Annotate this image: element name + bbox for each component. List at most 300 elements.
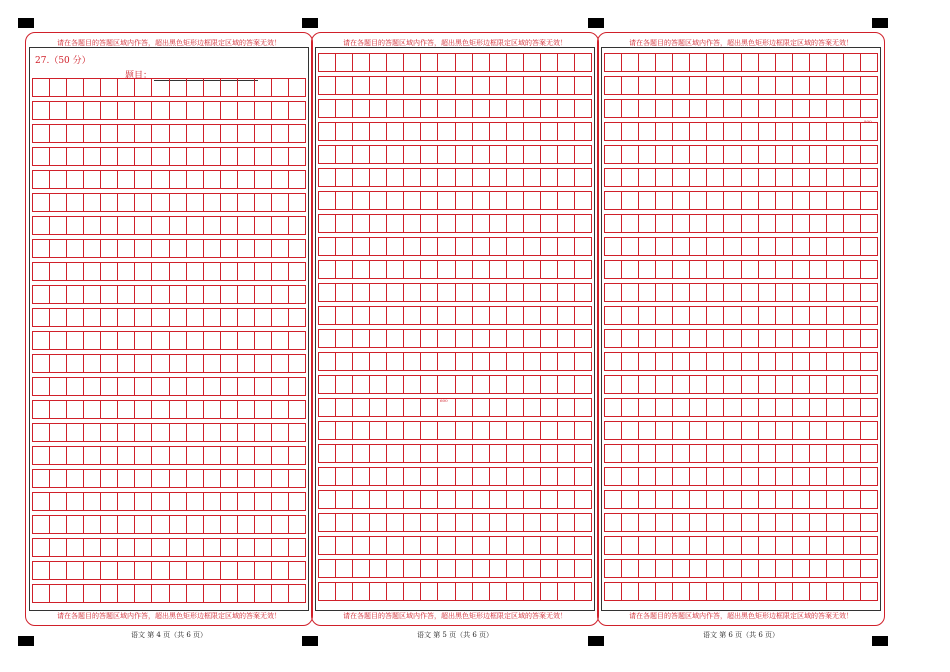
grid-cell[interactable] — [187, 470, 204, 487]
grid-cell[interactable] — [604, 353, 622, 370]
grid-cell[interactable] — [421, 399, 438, 416]
grid-cell[interactable] — [221, 148, 238, 165]
grid-cell[interactable] — [32, 194, 50, 211]
grid-cell[interactable] — [421, 514, 438, 531]
grid-cell[interactable] — [118, 585, 135, 602]
grid-cell[interactable] — [827, 560, 844, 577]
grid-cell[interactable] — [473, 330, 490, 347]
grid-cell[interactable] — [622, 169, 639, 186]
grid-cell[interactable] — [639, 583, 656, 600]
grid-cell[interactable] — [776, 123, 793, 140]
grid-cell[interactable] — [861, 77, 878, 94]
grid-cell[interactable] — [604, 146, 622, 163]
grid-cell[interactable] — [204, 240, 221, 257]
grid-cell[interactable] — [861, 100, 878, 117]
grid-cell[interactable] — [238, 171, 255, 188]
grid-cell[interactable] — [490, 54, 507, 71]
grid-cell[interactable] — [370, 330, 387, 347]
grid-cell[interactable] — [690, 123, 707, 140]
grid-cell[interactable] — [255, 309, 272, 326]
grid-cell[interactable] — [272, 148, 289, 165]
grid-cell[interactable] — [827, 583, 844, 600]
grid-cell[interactable] — [673, 100, 690, 117]
grid-cell[interactable] — [187, 516, 204, 533]
grid-cell[interactable] — [861, 192, 878, 209]
grid-cell[interactable] — [84, 286, 101, 303]
grid-cell[interactable] — [810, 284, 827, 301]
grid-cell[interactable] — [558, 192, 575, 209]
grid-cell[interactable] — [861, 491, 878, 508]
grid-cell[interactable] — [639, 560, 656, 577]
grid-cell[interactable] — [490, 77, 507, 94]
grid-cell[interactable] — [604, 169, 622, 186]
grid-cell[interactable] — [32, 516, 50, 533]
grid-cell[interactable] — [67, 332, 84, 349]
grid-cell[interactable] — [32, 585, 50, 602]
grid-cell[interactable] — [622, 491, 639, 508]
grid-cell[interactable] — [84, 470, 101, 487]
grid-cell[interactable] — [456, 192, 473, 209]
grid-cell[interactable] — [421, 77, 438, 94]
grid-cell[interactable] — [827, 146, 844, 163]
grid-cell[interactable] — [507, 215, 524, 232]
grid-cell[interactable] — [507, 514, 524, 531]
grid-cell[interactable] — [421, 353, 438, 370]
grid-cell[interactable] — [673, 77, 690, 94]
grid-cell[interactable] — [827, 261, 844, 278]
grid-cell[interactable] — [187, 493, 204, 510]
grid-cell[interactable] — [32, 240, 50, 257]
grid-cell[interactable] — [473, 422, 490, 439]
grid-cell[interactable] — [844, 192, 861, 209]
grid-cell[interactable] — [776, 284, 793, 301]
grid-cell[interactable] — [707, 330, 724, 347]
grid-cell[interactable] — [456, 169, 473, 186]
grid-cell[interactable] — [558, 307, 575, 324]
grid-cell[interactable] — [238, 562, 255, 579]
grid-cell[interactable] — [318, 330, 336, 347]
grid-cell[interactable] — [604, 514, 622, 531]
grid-cell[interactable] — [221, 125, 238, 142]
grid-cell[interactable] — [707, 123, 724, 140]
grid-cell[interactable] — [844, 330, 861, 347]
grid-cell[interactable] — [507, 468, 524, 485]
grid-cell[interactable] — [370, 146, 387, 163]
grid-cell[interactable] — [187, 171, 204, 188]
grid-cell[interactable] — [793, 307, 810, 324]
grid-cell[interactable] — [170, 355, 187, 372]
grid-cell[interactable] — [776, 77, 793, 94]
grid-cell[interactable] — [827, 445, 844, 462]
grid-cell[interactable] — [810, 261, 827, 278]
grid-cell[interactable] — [187, 286, 204, 303]
grid-cell[interactable] — [742, 77, 759, 94]
grid-cell[interactable] — [421, 54, 438, 71]
grid-cell[interactable] — [101, 401, 118, 418]
grid-cell[interactable] — [50, 125, 67, 142]
grid-cell[interactable] — [604, 422, 622, 439]
grid-cell[interactable] — [353, 468, 370, 485]
grid-cell[interactable] — [639, 123, 656, 140]
grid-cell[interactable] — [67, 240, 84, 257]
grid-cell[interactable] — [622, 353, 639, 370]
grid-cell[interactable] — [353, 54, 370, 71]
grid-cell[interactable] — [84, 424, 101, 441]
grid-cell[interactable] — [541, 284, 558, 301]
grid-cell[interactable] — [353, 353, 370, 370]
grid-cell[interactable] — [656, 537, 673, 554]
grid-cell[interactable] — [524, 307, 541, 324]
grid-cell[interactable] — [473, 583, 490, 600]
grid-cell[interactable] — [32, 148, 50, 165]
grid-cell[interactable] — [32, 309, 50, 326]
grid-cell[interactable] — [575, 54, 592, 71]
grid-cell[interactable] — [255, 493, 272, 510]
grid-cell[interactable] — [622, 77, 639, 94]
grid-cell[interactable] — [524, 54, 541, 71]
grid-cell[interactable] — [810, 100, 827, 117]
grid-cell[interactable] — [101, 263, 118, 280]
grid-cell[interactable] — [558, 376, 575, 393]
grid-cell[interactable] — [673, 261, 690, 278]
grid-cell[interactable] — [187, 79, 204, 96]
grid-cell[interactable] — [656, 169, 673, 186]
grid-cell[interactable] — [353, 238, 370, 255]
grid-cell[interactable] — [387, 491, 404, 508]
grid-cell[interactable] — [742, 307, 759, 324]
grid-cell[interactable] — [50, 447, 67, 464]
grid-cell[interactable] — [490, 284, 507, 301]
grid-cell[interactable] — [187, 585, 204, 602]
grid-cell[interactable] — [152, 424, 169, 441]
grid-cell[interactable] — [759, 192, 776, 209]
grid-cell[interactable] — [724, 376, 741, 393]
grid-cell[interactable] — [776, 192, 793, 209]
grid-cell[interactable] — [844, 77, 861, 94]
grid-cell[interactable] — [558, 514, 575, 531]
grid-cell[interactable] — [656, 100, 673, 117]
grid-cell[interactable] — [524, 215, 541, 232]
grid-cell[interactable] — [490, 537, 507, 554]
grid-cell[interactable] — [170, 217, 187, 234]
grid-cell[interactable] — [575, 261, 592, 278]
grid-cell[interactable] — [50, 286, 67, 303]
grid-cell[interactable] — [438, 468, 455, 485]
grid-cell[interactable] — [404, 399, 421, 416]
grid-cell[interactable] — [101, 424, 118, 441]
grid-cell[interactable] — [289, 194, 306, 211]
grid-cell[interactable] — [204, 401, 221, 418]
grid-cell[interactable] — [541, 54, 558, 71]
grid-cell[interactable] — [507, 169, 524, 186]
grid-cell[interactable] — [810, 238, 827, 255]
grid-cell[interactable] — [690, 491, 707, 508]
grid-cell[interactable] — [844, 215, 861, 232]
grid-cell[interactable] — [575, 491, 592, 508]
grid-cell[interactable] — [272, 378, 289, 395]
grid-cell[interactable] — [673, 445, 690, 462]
grid-cell[interactable] — [473, 261, 490, 278]
grid-cell[interactable] — [101, 171, 118, 188]
grid-cell[interactable] — [221, 493, 238, 510]
grid-cell[interactable] — [404, 192, 421, 209]
grid-cell[interactable] — [690, 468, 707, 485]
grid-cell[interactable] — [204, 332, 221, 349]
grid-cell[interactable] — [844, 353, 861, 370]
grid-cell[interactable] — [656, 330, 673, 347]
grid-cell[interactable] — [255, 217, 272, 234]
grid-cell[interactable] — [673, 560, 690, 577]
grid-cell[interactable] — [541, 491, 558, 508]
grid-cell[interactable] — [558, 261, 575, 278]
grid-cell[interactable] — [421, 261, 438, 278]
grid-cell[interactable] — [318, 353, 336, 370]
grid-cell[interactable] — [101, 125, 118, 142]
grid-cell[interactable] — [827, 491, 844, 508]
grid-cell[interactable] — [810, 192, 827, 209]
grid-cell[interactable] — [272, 424, 289, 441]
grid-cell[interactable] — [604, 100, 622, 117]
grid-cell[interactable] — [724, 399, 741, 416]
grid-cell[interactable] — [421, 100, 438, 117]
grid-cell[interactable] — [456, 560, 473, 577]
grid-cell[interactable] — [370, 537, 387, 554]
grid-cell[interactable] — [656, 238, 673, 255]
grid-cell[interactable] — [404, 583, 421, 600]
grid-cell[interactable] — [690, 376, 707, 393]
grid-cell[interactable] — [776, 514, 793, 531]
grid-cell[interactable] — [541, 307, 558, 324]
grid-cell[interactable] — [558, 77, 575, 94]
grid-cell[interactable] — [575, 353, 592, 370]
grid-cell[interactable] — [724, 77, 741, 94]
grid-cell[interactable] — [238, 401, 255, 418]
grid-cell[interactable] — [32, 447, 50, 464]
grid-cell[interactable] — [673, 169, 690, 186]
grid-cell[interactable] — [742, 445, 759, 462]
grid-cell[interactable] — [336, 376, 353, 393]
grid-cell[interactable] — [656, 468, 673, 485]
grid-cell[interactable] — [152, 102, 169, 119]
grid-cell[interactable] — [438, 146, 455, 163]
grid-cell[interactable] — [67, 470, 84, 487]
grid-cell[interactable] — [50, 378, 67, 395]
grid-cell[interactable] — [690, 422, 707, 439]
grid-cell[interactable] — [118, 240, 135, 257]
grid-cell[interactable] — [456, 284, 473, 301]
grid-cell[interactable] — [810, 514, 827, 531]
grid-cell[interactable] — [507, 376, 524, 393]
composition-grid[interactable] — [604, 53, 878, 605]
grid-cell[interactable] — [690, 537, 707, 554]
grid-cell[interactable] — [524, 445, 541, 462]
grid-cell[interactable] — [541, 192, 558, 209]
grid-cell[interactable] — [152, 332, 169, 349]
grid-cell[interactable] — [318, 307, 336, 324]
grid-cell[interactable] — [118, 125, 135, 142]
grid-cell[interactable] — [187, 148, 204, 165]
grid-cell[interactable] — [387, 560, 404, 577]
grid-cell[interactable] — [387, 307, 404, 324]
grid-cell[interactable] — [473, 353, 490, 370]
grid-cell[interactable] — [170, 493, 187, 510]
grid-cell[interactable] — [336, 169, 353, 186]
grid-cell[interactable] — [673, 468, 690, 485]
grid-cell[interactable] — [793, 169, 810, 186]
grid-cell[interactable] — [541, 399, 558, 416]
grid-cell[interactable] — [387, 123, 404, 140]
grid-cell[interactable] — [673, 123, 690, 140]
grid-cell[interactable] — [289, 125, 306, 142]
grid-cell[interactable] — [152, 516, 169, 533]
grid-cell[interactable] — [318, 54, 336, 71]
grid-cell[interactable] — [558, 284, 575, 301]
grid-cell[interactable] — [387, 238, 404, 255]
grid-cell[interactable] — [387, 399, 404, 416]
grid-cell[interactable] — [776, 353, 793, 370]
grid-cell[interactable] — [793, 445, 810, 462]
grid-cell[interactable] — [353, 169, 370, 186]
grid-cell[interactable] — [558, 330, 575, 347]
grid-cell[interactable] — [118, 171, 135, 188]
grid-cell[interactable] — [318, 399, 336, 416]
grid-cell[interactable] — [724, 284, 741, 301]
grid-cell[interactable] — [776, 399, 793, 416]
grid-cell[interactable] — [255, 470, 272, 487]
grid-cell[interactable] — [793, 54, 810, 71]
grid-cell[interactable] — [404, 537, 421, 554]
grid-cell[interactable] — [421, 537, 438, 554]
grid-cell[interactable] — [575, 537, 592, 554]
grid-cell[interactable] — [622, 192, 639, 209]
grid-cell[interactable] — [221, 447, 238, 464]
grid-cell[interactable] — [810, 54, 827, 71]
grid-cell[interactable] — [152, 125, 169, 142]
grid-cell[interactable] — [490, 100, 507, 117]
grid-cell[interactable] — [255, 516, 272, 533]
grid-cell[interactable] — [238, 125, 255, 142]
grid-cell[interactable] — [541, 215, 558, 232]
grid-cell[interactable] — [541, 537, 558, 554]
grid-cell[interactable] — [438, 330, 455, 347]
grid-cell[interactable] — [724, 307, 741, 324]
grid-cell[interactable] — [507, 307, 524, 324]
grid-cell[interactable] — [67, 447, 84, 464]
grid-cell[interactable] — [759, 261, 776, 278]
grid-cell[interactable] — [810, 491, 827, 508]
grid-cell[interactable] — [507, 77, 524, 94]
grid-cell[interactable] — [404, 445, 421, 462]
grid-cell[interactable] — [827, 514, 844, 531]
grid-cell[interactable] — [656, 146, 673, 163]
grid-cell[interactable] — [844, 445, 861, 462]
grid-cell[interactable] — [272, 286, 289, 303]
grid-cell[interactable] — [656, 307, 673, 324]
grid-cell[interactable] — [861, 353, 878, 370]
grid-cell[interactable] — [238, 79, 255, 96]
grid-cell[interactable] — [170, 585, 187, 602]
grid-cell[interactable] — [50, 148, 67, 165]
grid-cell[interactable] — [776, 146, 793, 163]
grid-cell[interactable] — [387, 169, 404, 186]
grid-cell[interactable] — [776, 491, 793, 508]
grid-cell[interactable] — [387, 537, 404, 554]
grid-cell[interactable] — [152, 447, 169, 464]
grid-cell[interactable] — [844, 560, 861, 577]
grid-cell[interactable] — [370, 422, 387, 439]
grid-cell[interactable] — [861, 238, 878, 255]
grid-cell[interactable] — [827, 169, 844, 186]
grid-cell[interactable] — [810, 123, 827, 140]
grid-cell[interactable] — [84, 171, 101, 188]
grid-cell[interactable] — [490, 560, 507, 577]
grid-cell[interactable] — [622, 146, 639, 163]
grid-cell[interactable] — [289, 562, 306, 579]
grid-cell[interactable] — [50, 516, 67, 533]
grid-cell[interactable] — [724, 560, 741, 577]
grid-cell[interactable] — [353, 146, 370, 163]
grid-cell[interactable] — [673, 284, 690, 301]
grid-cell[interactable] — [387, 514, 404, 531]
grid-cell[interactable] — [387, 192, 404, 209]
grid-cell[interactable] — [32, 470, 50, 487]
grid-cell[interactable] — [724, 583, 741, 600]
grid-cell[interactable] — [622, 215, 639, 232]
grid-cell[interactable] — [118, 194, 135, 211]
grid-cell[interactable] — [844, 537, 861, 554]
grid-cell[interactable] — [707, 215, 724, 232]
grid-cell[interactable] — [707, 146, 724, 163]
grid-cell[interactable] — [289, 286, 306, 303]
grid-cell[interactable] — [656, 514, 673, 531]
grid-cell[interactable] — [861, 54, 878, 71]
grid-cell[interactable] — [438, 284, 455, 301]
grid-cell[interactable] — [221, 194, 238, 211]
grid-cell[interactable] — [118, 378, 135, 395]
grid-cell[interactable] — [370, 376, 387, 393]
grid-cell[interactable] — [135, 447, 152, 464]
grid-cell[interactable] — [724, 169, 741, 186]
grid-cell[interactable] — [318, 123, 336, 140]
grid-cell[interactable] — [318, 514, 336, 531]
grid-cell[interactable] — [690, 54, 707, 71]
grid-cell[interactable] — [656, 376, 673, 393]
grid-cell[interactable] — [673, 399, 690, 416]
grid-cell[interactable] — [84, 263, 101, 280]
grid-cell[interactable] — [541, 169, 558, 186]
grid-cell[interactable] — [404, 169, 421, 186]
grid-cell[interactable] — [639, 215, 656, 232]
grid-cell[interactable] — [118, 401, 135, 418]
grid-cell[interactable] — [844, 261, 861, 278]
grid-cell[interactable] — [507, 284, 524, 301]
grid-cell[interactable] — [50, 217, 67, 234]
grid-cell[interactable] — [84, 516, 101, 533]
grid-cell[interactable] — [318, 537, 336, 554]
grid-cell[interactable] — [170, 516, 187, 533]
grid-cell[interactable] — [336, 284, 353, 301]
grid-cell[interactable] — [673, 422, 690, 439]
grid-cell[interactable] — [558, 583, 575, 600]
grid-cell[interactable] — [135, 539, 152, 556]
grid-cell[interactable] — [490, 422, 507, 439]
grid-cell[interactable] — [152, 148, 169, 165]
grid-cell[interactable] — [793, 284, 810, 301]
grid-cell[interactable] — [604, 307, 622, 324]
grid-cell[interactable] — [135, 401, 152, 418]
grid-cell[interactable] — [32, 286, 50, 303]
grid-cell[interactable] — [810, 422, 827, 439]
